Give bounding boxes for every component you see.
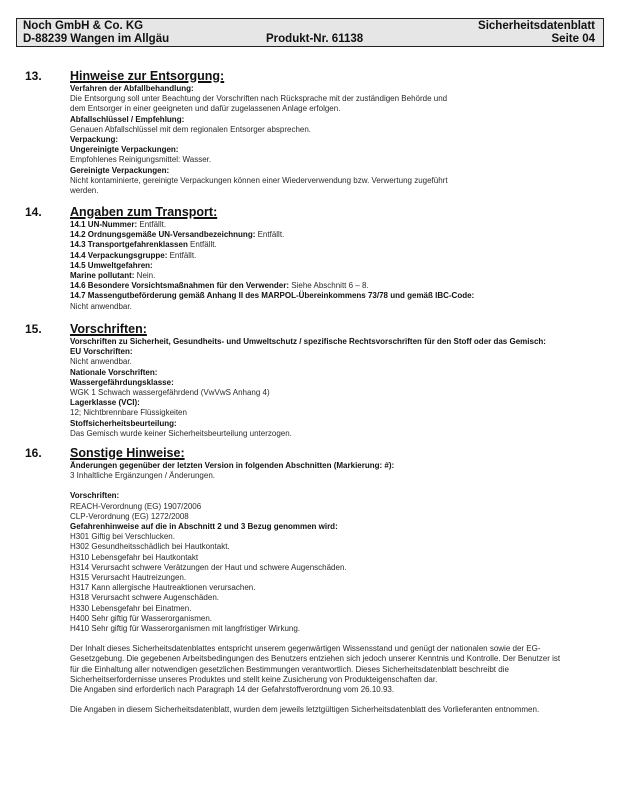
text-line: dem Entsorger in einer geeigneten und dafür zugelassenen Anlage erfolgen.	[70, 104, 341, 114]
subheading: Lagerklasse (VCI):	[70, 398, 140, 408]
section-title: Sonstige Hinweise:	[70, 446, 185, 460]
item-label: 14.1 UN-Nummer:	[70, 220, 138, 229]
transport-item	[70, 240, 600, 250]
disclaimer-line: für die Einhaltung aller notwendigen gesetzlichen Bestimmungen verantwortlich. Dieses Sicherheitsdatenblatt beschreibt die	[70, 664, 509, 674]
subheading: Stoffsicherheitsbeurteilung:	[70, 418, 177, 428]
text-line: Die Entsorgung soll unter Beachtung der Vorschriften nach Rücksprache mit der zuständigen Behörde und	[70, 94, 448, 104]
subheading: Nationale Vorschriften:	[70, 367, 158, 377]
subheading: Gefahrenhinweise auf die in Abschnitt 2 und 3 Bezug genommen wird:	[70, 522, 338, 532]
section-body	[70, 461, 600, 715]
section-number: 14.	[25, 205, 42, 219]
text-line: WGK 1 Schwach wassergefährdend (VwVwS Anhang 4)	[70, 388, 270, 398]
transport-item	[70, 271, 600, 281]
transport-item	[70, 220, 600, 230]
section-body	[70, 84, 600, 196]
disclaimer-line: Gesetzgebung. Die gegebenen Arbeitsbedingungen des Benutzers entziehen sich jedoch unserer Kenntnis und Kontrolle. Der Benutzer ist	[70, 654, 561, 664]
hazard-statement: H330 Lebensgefahr bei Einatmen.	[70, 603, 192, 613]
hazard-statement: H310 Lebensgefahr bei Hautkontakt	[70, 552, 199, 562]
subheading: EU Vorschriften:	[70, 347, 133, 357]
item-value: Nein.	[134, 271, 156, 281]
hazard-statement: H301 Giftig bei Verschlucken.	[70, 532, 175, 542]
hazard-statement: H302 Gesundheitsschädlich bei Hautkontakt.	[70, 542, 230, 552]
disclaimer-line: Die Angaben sind erforderlich nach Paragraph 14 der Gefahrstoffverordnung vom 26.10.93.	[70, 685, 395, 695]
hazard-statement: H315 Verursacht Hautreizungen.	[70, 573, 187, 583]
transport-item	[70, 251, 600, 261]
subheading: Gereinigte Verpackungen:	[70, 165, 170, 175]
text-line: werden.	[70, 186, 99, 196]
text-line: Nicht anwendbar.	[70, 357, 132, 367]
subheading: Verpackung:	[70, 135, 119, 145]
text-line: Genauen Abfallschlüssel mit dem regionalen Entsorger absprechen.	[70, 124, 312, 134]
item-label: 14.4 Verpackungsgruppe:	[70, 250, 168, 260]
company-name: Noch GmbH & Co. KG	[23, 20, 144, 32]
company-address: D-88239 Wangen im Allgäu	[23, 33, 170, 45]
text-line: Das Gemisch wurde keiner Sicherheitsbeurteilung unterzogen.	[70, 428, 292, 438]
section-title: Vorschriften:	[70, 322, 147, 336]
hazard-statement: H314 Verursacht schwere Verätzungen der Haut und schwere Augenschäden.	[70, 562, 347, 572]
product-number: Produkt-Nr. 61138	[266, 33, 364, 45]
section-number: 16.	[25, 446, 42, 460]
subheading: Änderungen gegenüber der letzten Version in folgenden Abschnitten (Markierung: #):	[70, 461, 395, 470]
section-body	[70, 337, 600, 439]
section-number: 13.	[25, 69, 42, 83]
item-label: Marine pollutant:	[70, 271, 135, 281]
subheading: Vorschriften:	[70, 491, 120, 501]
hazard-statement: H410 Sehr giftig für Wasserorganismen mit langfristiger Wirkung.	[70, 624, 301, 634]
hazard-statement: H400 Sehr giftig für Wasserorganismen.	[70, 613, 212, 623]
subheading: Ungereinigte Verpackungen:	[70, 145, 179, 155]
item-value: Entfällt.	[187, 240, 217, 250]
text-line: 12; Nichtbrennbare Flüssigkeiten	[70, 408, 187, 418]
text-line: Empfohlenes Reinigungsmittel: Wasser.	[70, 155, 212, 165]
section-title: Hinweise zur Entsorgung:	[70, 69, 225, 83]
hazard-statement: H318 Verursacht schwere Augenschäden.	[70, 593, 219, 603]
item-value: Entfällt.	[255, 230, 285, 240]
section-body	[70, 220, 600, 312]
section-number: 15.	[25, 322, 42, 336]
text-line: 3 Inhaltliche Ergänzungen / Änderungen.	[70, 471, 215, 481]
item-value: Siehe Abschnitt 6 – 8.	[289, 281, 369, 291]
item-label: 14.6 Besondere Vorsichtsmaßnahmen für den Verwender:	[70, 281, 290, 291]
page-number: Seite 04	[551, 33, 595, 45]
transport-item	[70, 291, 600, 301]
final-note: Die Angaben in diesem Sicherheitsdatenblatt, wurden dem jeweils letztgültigen Sicherheitsdatenblatt des Vorlieferanten entnommen.	[70, 705, 540, 715]
subheading: Wassergefährdungsklasse:	[70, 377, 174, 387]
regulation-item: CLP-Verordnung (EG) 1272/2008	[70, 511, 189, 521]
transport-item	[70, 230, 600, 240]
item-label: 14.3 Transportgefahrenklassen	[70, 240, 188, 250]
item-value: Entfällt.	[137, 220, 167, 229]
item-label: 14.2 Ordnungsgemäße UN-Versandbezeichnung:	[70, 230, 256, 240]
text-line: Nicht anwendbar.	[70, 301, 132, 311]
transport-item	[70, 281, 600, 291]
transport-item	[70, 261, 600, 271]
regulation-item: REACH-Verordnung (EG) 1907/2006	[70, 501, 202, 511]
disclaimer-line: Sicherheitserfordernisse unseres Produktes und stellt keine Zusicherung von Produkteigenschaften dar.	[70, 674, 438, 684]
item-label: 14.5 Umweltgefahren:	[70, 260, 153, 270]
item-label: 14.7 Massengutbeförderung gemäß Anhang II des MARPOL-Übereinkommens 73/78 und gemäß IBC-Code:	[70, 291, 475, 301]
subheading: Abfallschlüssel / Empfehlung:	[70, 114, 185, 124]
hazard-statement: H317 Kann allergische Hautreaktionen verursachen.	[70, 583, 256, 593]
subheading: Vorschriften zu Sicherheit, Gesundheits- und Umweltschutz / spezifische Rechtsvorschriften für den Stoff oder das Gemisch:	[70, 337, 546, 346]
text-line: Nicht kontaminierte, gereinigte Verpackungen können einer Wiederverwendung bzw. Verwertung zugeführt	[70, 175, 448, 185]
item-value: Entfällt.	[167, 250, 197, 260]
document-header	[16, 18, 604, 47]
subheading: Verfahren der Abfallbehandlung:	[70, 84, 194, 93]
document-type: Sicherheitsdatenblatt	[478, 20, 595, 32]
section-title: Angaben zum Transport:	[70, 205, 218, 219]
disclaimer-line: Der Inhalt dieses Sicherheitsdatenblattes entspricht unserem gegenwärtigen Wissensstand und genügt der nationalen sowie der EG-	[70, 644, 541, 654]
